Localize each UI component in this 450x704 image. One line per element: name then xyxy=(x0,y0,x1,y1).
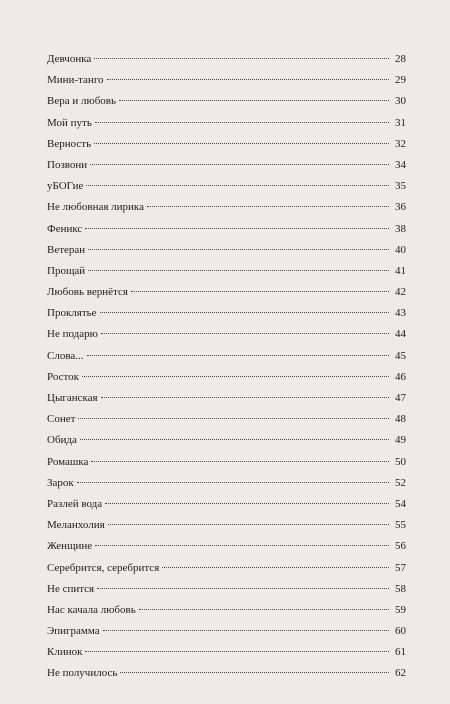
toc-entry-page-number: 60 xyxy=(395,625,406,638)
toc-entry xyxy=(47,600,406,621)
toc-entry xyxy=(47,409,406,430)
toc-entry xyxy=(47,134,406,155)
toc-entry xyxy=(47,303,406,324)
dot-leader xyxy=(91,461,389,462)
toc-entry xyxy=(47,70,406,91)
toc-entry xyxy=(47,155,406,176)
toc-entry-page-number: 32 xyxy=(395,137,406,150)
toc-entry-page-number: 42 xyxy=(395,286,406,299)
toc-entry-title: Росток xyxy=(47,370,80,383)
toc-entry xyxy=(47,197,406,218)
toc-entry-title: Феникс xyxy=(47,222,83,235)
toc-entry-page-number: 38 xyxy=(395,222,406,235)
toc-entry-title: Обида xyxy=(47,434,77,447)
toc-entry xyxy=(47,91,406,112)
toc-entry xyxy=(47,49,406,70)
toc-entry xyxy=(47,346,406,367)
toc-entry-page-number: 57 xyxy=(395,561,406,574)
toc-entry-page-number: 34 xyxy=(395,158,406,171)
dot-leader xyxy=(147,206,389,207)
toc-entry-page-number: 56 xyxy=(395,540,406,553)
toc-entry-title: Ветеран xyxy=(47,243,86,256)
toc-entry-title: Мой путь xyxy=(47,116,92,129)
toc-entry xyxy=(47,113,406,134)
toc-entry-page-number: 62 xyxy=(395,667,406,680)
table-of-contents xyxy=(47,49,406,685)
toc-entry-page-number: 30 xyxy=(395,95,406,108)
toc-entry-page-number: 31 xyxy=(395,116,406,129)
dot-leader xyxy=(77,482,389,483)
dot-leader xyxy=(78,418,389,419)
toc-entry-page-number: 48 xyxy=(395,413,406,426)
dot-leader xyxy=(86,185,389,186)
toc-entry xyxy=(47,452,406,473)
toc-entry-title: Вера и любовь xyxy=(47,95,117,108)
dot-leader xyxy=(108,524,389,525)
dot-leader xyxy=(94,58,389,59)
dot-leader xyxy=(103,630,389,631)
dot-leader xyxy=(88,270,389,271)
toc-entry xyxy=(47,367,406,388)
dot-leader xyxy=(95,122,389,123)
toc-entry xyxy=(47,515,406,536)
toc-entry xyxy=(47,558,406,579)
toc-entry-title: Сонет xyxy=(47,413,76,426)
toc-entry-title: Верность xyxy=(47,137,92,150)
dot-leader xyxy=(94,143,389,144)
toc-entry-page-number: 35 xyxy=(395,180,406,193)
toc-entry-page-number: 36 xyxy=(395,201,406,214)
toc-entry-title: Позвони xyxy=(47,158,88,171)
toc-entry-title: Прощай xyxy=(47,264,86,277)
toc-entry xyxy=(47,219,406,240)
toc-entry-title: Серебрится, серебрится xyxy=(47,561,160,574)
dot-leader xyxy=(119,100,389,101)
toc-entry-title: Клинок xyxy=(47,646,83,659)
toc-entry-title: Зарок xyxy=(47,476,74,489)
toc-entry-page-number: 47 xyxy=(395,392,406,404)
toc-entry xyxy=(47,282,406,303)
toc-entry xyxy=(47,240,406,261)
toc-entry-page-number: 44 xyxy=(395,328,406,341)
toc-entry-page-number: 55 xyxy=(395,519,406,532)
toc-entry xyxy=(47,579,406,600)
dot-leader xyxy=(131,291,389,292)
dot-leader xyxy=(162,567,389,568)
toc-entry xyxy=(47,663,406,684)
toc-entry xyxy=(47,388,406,409)
toc-entry-page-number: 54 xyxy=(395,497,406,510)
toc-entry-title: уБОГие xyxy=(47,180,84,193)
toc-entry xyxy=(47,494,406,515)
toc-entry-page-number: 45 xyxy=(395,349,406,362)
toc-entry-page-number: 43 xyxy=(395,307,406,320)
toc-entry-page-number: 59 xyxy=(395,603,406,616)
dot-leader xyxy=(80,439,389,440)
toc-entry-title: Эпиграмма xyxy=(47,625,100,638)
dot-leader xyxy=(105,503,389,504)
dot-leader xyxy=(95,545,389,546)
dot-leader xyxy=(85,228,389,229)
toc-entry-page-number: 58 xyxy=(395,582,406,595)
dot-leader xyxy=(87,355,389,356)
toc-entry-title: Женщине xyxy=(47,540,93,553)
dot-leader xyxy=(82,376,389,377)
dot-leader xyxy=(88,249,389,250)
toc-entry-title: Не любовная лирика xyxy=(47,201,144,214)
dot-leader xyxy=(97,588,389,589)
toc-entry xyxy=(47,642,406,663)
toc-entry-title: Не получилось xyxy=(47,667,118,680)
toc-entry-title: Не спится xyxy=(47,582,95,595)
dot-leader xyxy=(101,333,389,334)
toc-entry xyxy=(47,324,406,345)
dot-leader xyxy=(101,397,389,398)
toc-entry xyxy=(47,621,406,642)
toc-entry-title: Ромашка xyxy=(47,455,89,468)
dot-leader xyxy=(107,79,389,80)
toc-entry-title: Меланхолия xyxy=(47,519,105,532)
toc-entry-title: Не подарю xyxy=(47,328,98,341)
dot-leader xyxy=(139,609,389,610)
toc-entry-page-number: 40 xyxy=(395,243,406,256)
toc-entry-title: Цыганская xyxy=(47,392,98,404)
dot-leader xyxy=(90,164,389,165)
toc-entry-page-number: 61 xyxy=(395,646,406,659)
dot-leader xyxy=(120,672,389,673)
toc-entry-page-number: 49 xyxy=(395,434,406,447)
toc-entry-page-number: 46 xyxy=(395,370,406,383)
toc-entry xyxy=(47,430,406,451)
toc-entry xyxy=(47,473,406,494)
toc-entry-page-number: 29 xyxy=(395,74,406,87)
toc-entry-title: Слова... xyxy=(47,349,84,362)
toc-entry-title: Любовь вернётся xyxy=(47,286,128,299)
toc-entry xyxy=(47,176,406,197)
toc-entry-page-number: 50 xyxy=(395,455,406,468)
toc-entry xyxy=(47,261,406,282)
toc-entry-page-number: 41 xyxy=(395,264,406,277)
toc-entry-title: Разлей вода xyxy=(47,497,103,510)
toc-entry-page-number: 28 xyxy=(395,53,406,65)
toc-entry xyxy=(47,536,406,557)
toc-entry-page-number: 52 xyxy=(395,476,406,489)
toc-entry-title: Девчонка xyxy=(47,53,92,65)
toc-entry-title: Нас качала любовь xyxy=(47,603,136,616)
dot-leader xyxy=(100,312,389,313)
toc-entry-title: Проклятье xyxy=(47,307,97,320)
dot-leader xyxy=(85,651,389,652)
toc-entry-title: Мини-танго xyxy=(47,74,104,87)
